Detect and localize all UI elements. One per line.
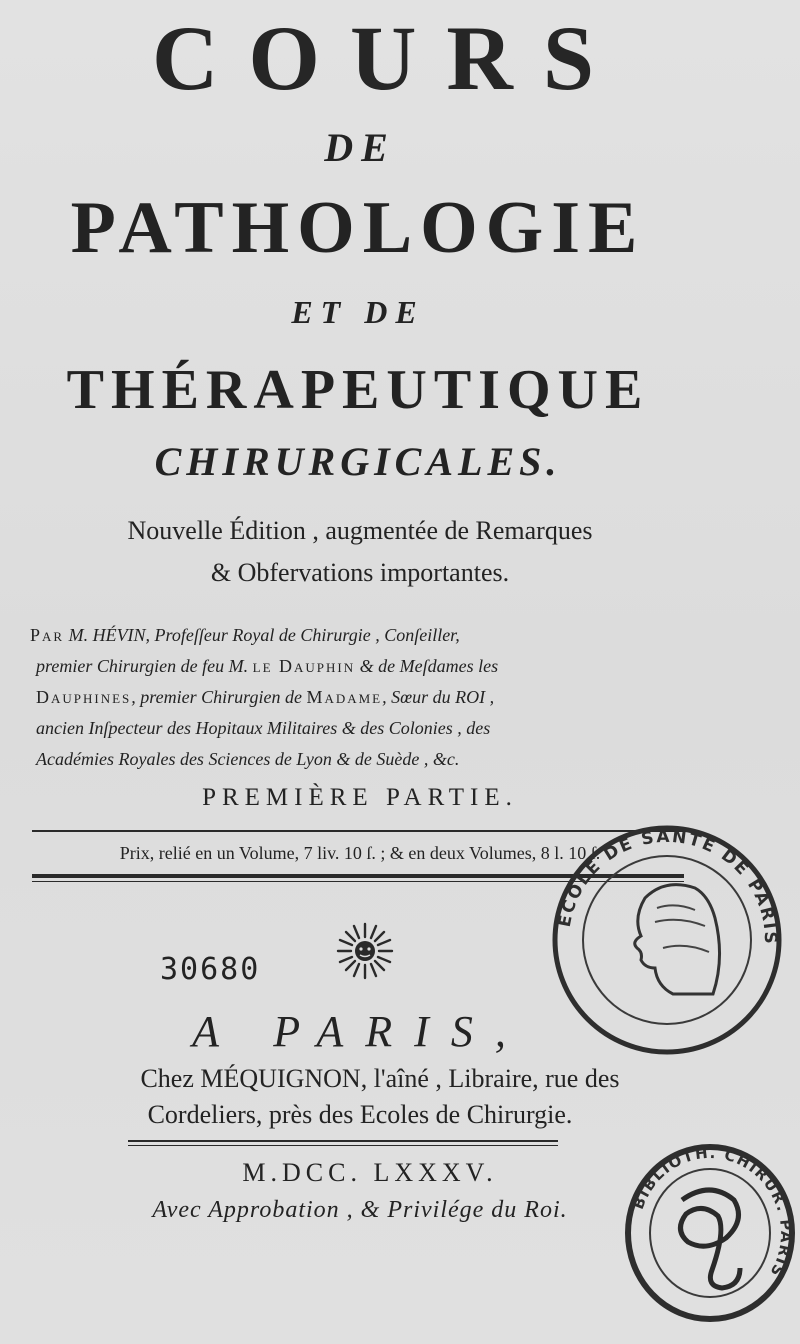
fleuron-ornament-icon [334,920,396,982]
library-stamp-ecole-de-sante-icon [545,818,790,1063]
title-et-de: ET DE [291,294,425,330]
title-chirurgicales: CHIRURGICALES. [154,439,562,484]
price-line: Prix, relié en un Volume, 7 liv. 10 ſ. ; & en deux Volumes, 8 l. 10 ſ. [119,843,601,863]
approbation-line: Avec Approbation , & Privilége du Roi. [152,1197,568,1223]
edition-line-2: & Obfervations importantes. [210,558,510,587]
catalog-number: 30680 [160,952,261,987]
edition-line-1: Nouvelle Édition , augmentée de Remarques [127,516,593,545]
title-pathologie: PATHOLOGIE [70,187,646,269]
imprint-publisher-line-1: Chez MÉQUIGNON, l'aîné , Libraire, rue des [140,1064,620,1093]
author-line-5: Académies Royales des Sciences de Lyon & de Suède , &c. [36,749,460,769]
stamp-bibliotheque-text: BIBLIOTH. CHIRUR. PARIS [629,1143,796,1281]
library-stamp-bibliotheque-icon [622,1140,798,1326]
author-line-2: premier Chirurgien de feu M. le Dauphin & de Meſdames les [36,656,499,676]
author-line-1: Par M. HÉVIN, Profeſſeur Royal de Chirurgie , Conſeiller, [30,625,460,645]
imprint-year: M.DCC. LXXXV. [242,1158,498,1187]
author-block [30,620,710,775]
rule-imprint [128,1140,558,1142]
imprint-publisher-line-2: Cordeliers, près des Ecoles de Chirurgie. [147,1100,573,1129]
stamp-ecole-text: ÉCOLE DE SANTÉ DE PARIS [554,826,781,946]
author-line-4: ancien Inſpecteur des Hopitaux Militaires & des Colonies , des [36,718,491,738]
title-cours: COURS [151,7,625,109]
title-de: DE [324,125,396,170]
part-label: PREMIÈRE PARTIE. [202,784,518,811]
rule-imprint-2 [128,1145,558,1146]
imprint-city: A PARIS, [192,1007,528,1056]
title-therapeutique: THÉRAPEUTIQUE [66,359,650,421]
author-line-3: Dauphines, premier Chirurgien de Madame, Sœur du ROI , [36,687,495,707]
